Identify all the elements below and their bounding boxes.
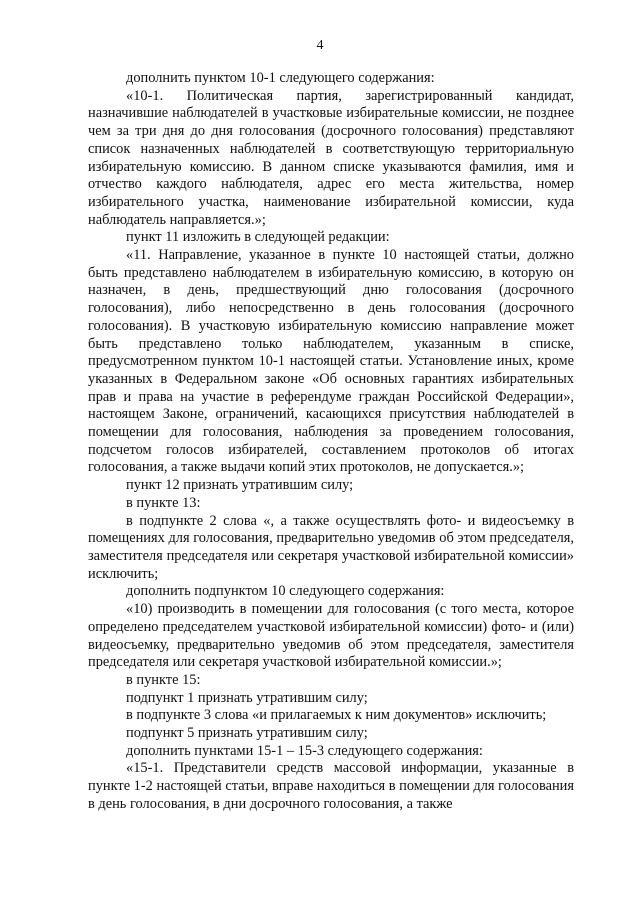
paragraph: «11. Направление, указанное в пункте 10 настоящей статьи, должно быть представлено наблюдателем в избирательную комиссию, в которую он назначен, в день, предшествующий дню голосования (досрочного голосования), либо непосредственно в день голосования (досрочного голосования). В участковую избирательную комиссию направление может быть представлено только наблюдателем, указанным в списке, предусмотренном пунктом 10-1 настоящей статьи. Установление иных, кроме указанных в Федеральном законе «Об основных гарантиях избирательных прав и права на участие в референдуме граждан Российской Федерации», настоящем Законе, ограничений, касающихся присутствия наблюдателей в помещении для голосования, наблюдения за проведением голосования, подсчетом голосов избирателей, составлением протоколов об итогах голосования, а также выдачи копий этих протоколов, не допускается.»; xyxy=(88,247,574,476)
paragraph: пункт 12 признать утратившим силу; xyxy=(126,477,354,494)
paragraph: дополнить пунктом 10-1 следующего содержания: xyxy=(126,70,435,86)
paragraph: в пункте 13: xyxy=(126,494,201,511)
paragraph: пункт 11 изложить в следующей редакции: xyxy=(126,229,390,246)
paragraph: «10) производить в помещении для голосования (с того места, которое определено председателем участковой избирательной комиссии) фото- и (или) видеосъемку, предварительно уведомив об этом председателя, заместителя председателя или секретаря участковой избирательной комиссии.»; xyxy=(88,601,574,671)
paragraph: «10-1. Политическая партия, зарегистрированный кандидат, назначившие наблюдателей в участковые избирательные комиссии, не позднее чем за три дня до дня голосования (досрочного голосования) представляют список назначенных наблюдателей в соответствующую территориальную избирательную комиссию. В данном списке указываются фамилия, имя и отчество каждого наблюдателя, адрес его места жительства, номер избирательного участка, наименование избирательной комиссии, куда наблюдатель направляется.»; xyxy=(88,87,574,228)
paragraph: в пункте 15: xyxy=(126,671,201,688)
page-number: 4 xyxy=(316,38,324,53)
paragraph: в подпункте 3 слова «и прилагаемых к ним документов» исключить; xyxy=(126,707,547,724)
paragraph: дополнить подпунктом 10 следующего содержания: xyxy=(126,583,445,600)
paragraph: подпункт 1 признать утратившим силу; xyxy=(126,689,368,706)
document-body xyxy=(88,70,574,814)
paragraph: дополнить пунктами 15-1 – 15-3 следующего содержания: xyxy=(126,742,483,759)
paragraph: «15-1. Представители средств массовой информации, указанные в пункте 1-2 настоящей статьи, вправе находиться в помещении для голосования в день голосования, в дни досрочного голосования, а также xyxy=(88,760,574,812)
paragraph: подпункт 5 признать утратившим силу; xyxy=(126,725,368,742)
paragraph: в подпункте 2 слова «, а также осуществлять фото- и видеосъемку в помещениях для голосования, предварительно уведомив об этом председателя, заместителя председателя или секретаря участковой избирательной комиссии» исключить; xyxy=(88,512,574,582)
